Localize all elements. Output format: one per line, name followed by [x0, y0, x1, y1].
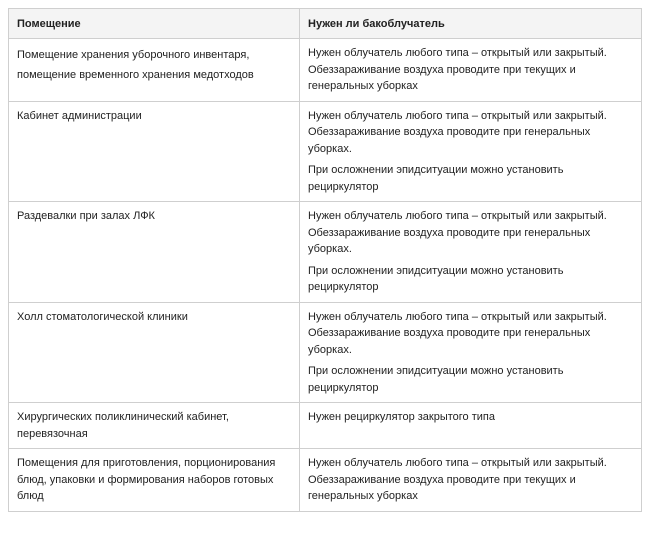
need-cell	[300, 202, 642, 303]
irradiator-table	[8, 8, 642, 512]
content-area	[8, 8, 641, 512]
table-row	[9, 101, 642, 202]
need-cell	[300, 39, 642, 102]
table-row	[9, 39, 642, 102]
table-row	[9, 449, 642, 512]
table-row	[9, 202, 642, 303]
room-cell	[9, 302, 300, 403]
room-text: Раздевалки при залах ЛФК	[17, 210, 155, 222]
room-text: Помещения для приготовления, порционирования блюд, упаковки и формирования наборов готовых блюд	[17, 457, 276, 502]
room-cell	[9, 202, 300, 303]
need-note: При осложнении эпидситуации можно установить рециркулятор	[308, 264, 564, 293]
room-text: Хирургических поликлинический кабинет, перевязочная	[17, 411, 229, 440]
need-note: При осложнении эпидситуации можно установить рециркулятор	[308, 164, 564, 193]
need-cell	[300, 403, 642, 449]
header-need: Нужен ли бакоблучатель	[300, 9, 642, 39]
room-cell	[9, 101, 300, 202]
table-header-row	[9, 9, 642, 39]
need-cell	[300, 302, 642, 403]
need-text: Нужен облучатель любого типа – открытый или закрытый. Обеззараживание воздуха проводите при генеральных уборках.	[308, 310, 607, 356]
header-room: Помещение	[9, 9, 300, 39]
table-row	[9, 302, 642, 403]
room-cell	[9, 39, 300, 102]
need-cell	[300, 101, 642, 202]
need-cell	[300, 449, 642, 512]
need-note: При осложнении эпидситуации можно установить рециркулятор	[308, 365, 564, 394]
room-text: Холл стоматологической клиники	[17, 310, 188, 323]
room-cell	[9, 449, 300, 512]
need-text: Нужен облучатель любого типа – открытый или закрытый. Обеззараживание воздуха проводите при текущих и генеральных уборках	[308, 47, 607, 92]
room-cell	[9, 403, 300, 449]
need-text: Нужен облучатель любого типа – открытый или закрытый. Обеззараживание воздуха проводите при генеральных уборках.	[308, 210, 607, 255]
room-text: Помещение хранения уборочного инвентаря, помещение временного хранения медотходов	[17, 49, 254, 81]
need-text: Нужен облучатель любого типа – открытый или закрытый. Обеззараживание воздуха проводите при текущих и генеральных уборках	[308, 457, 607, 502]
need-text: Нужен рециркулятор закрытого типа	[308, 411, 495, 423]
need-text: Нужен облучатель любого типа – открытый или закрытый. Обеззараживание воздуха проводите при генеральных уборках.	[308, 109, 607, 155]
room-text: Кабинет администрации	[17, 109, 142, 122]
table-row	[9, 403, 642, 449]
